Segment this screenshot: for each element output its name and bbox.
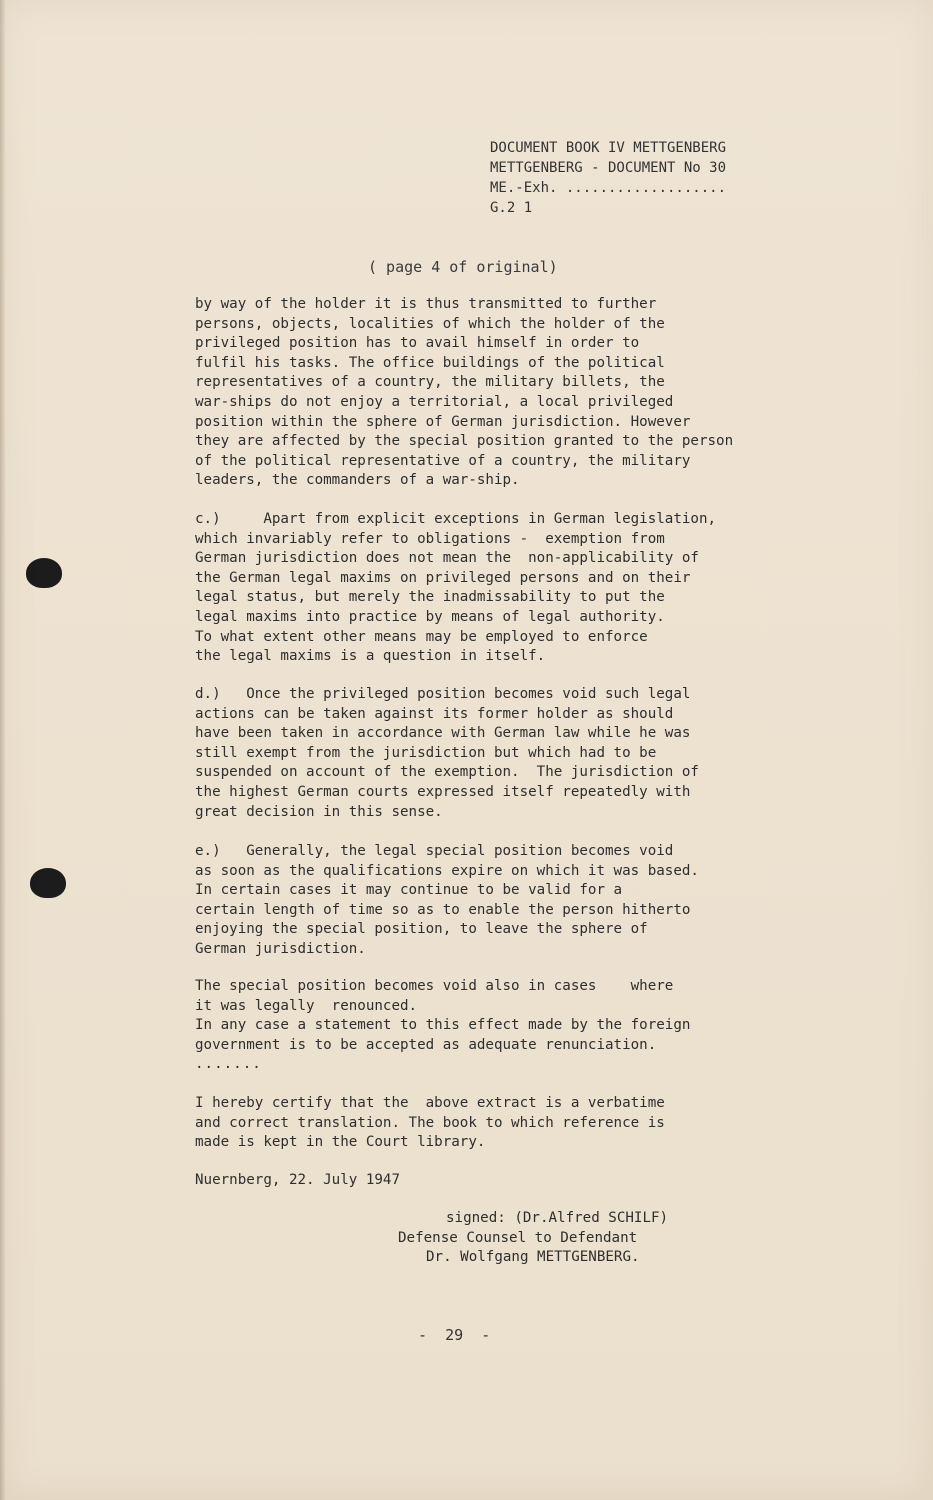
paragraph-text: I hereby certify that the above extract is a verbatime and correct translation. The book to which reference is made is kept in the Court library. xyxy=(195,1095,665,1151)
document-header xyxy=(490,138,726,218)
paragraph-text: d.) Once the privileged position becomes void such legal actions can be taken against its former holder as should have been taken in accordance with German law while he was still exempt from the jurisdiction but which had to be suspended on account of the exemption. The jurisdiction of the highest German courts expressed itself repeatedly with great decision in this sense. xyxy=(195,686,699,820)
paragraph-certification xyxy=(195,1094,815,1153)
page-reference: ( page 4 of original) xyxy=(368,258,558,276)
header-line-3: ME.-Exh. ................... xyxy=(490,180,727,196)
paragraph-intro xyxy=(195,295,815,491)
place-date xyxy=(195,1171,815,1191)
paragraph-text: The special position becomes void also in cases where it was legally renounced. In any case a statement to this effect made by the foreign government is to be accepted as adequate renunciation. xyxy=(195,978,691,1053)
punch-hole-top xyxy=(26,558,62,588)
punch-hole-bottom xyxy=(30,868,66,898)
paragraph-text: by way of the holder it is thus transmitted to further persons, objects, localities of which the holder of the privileged position has to avail himself in order to fulfil his tasks. The office buildings of the political representatives of a country, the military billets, the war-ships do not enjoy a territorial, a local privileged position within the sphere of German jurisdiction. However they are affected by the special position granted to the person of the political representative of a country, the military leaders, the commanders of a war-ship. xyxy=(195,296,734,489)
paragraph-text: e.) Generally, the legal special position becomes void as soon as the qualifications expire on which it was based. In certain cases it may continue to be valid for a certain length of time so as to enable the person hitherto enjoying the special position, to leave the sphere of German jurisdiction. xyxy=(195,843,699,957)
paragraph-d xyxy=(195,685,815,822)
header-line-1: DOCUMENT BOOK IV METTGENBERG xyxy=(490,140,727,156)
signature-line-3: Dr. Wolfgang METTGENBERG. xyxy=(426,1249,640,1266)
signature-block xyxy=(398,1209,668,1268)
header-line-2: METTGENBERG - DOCUMENT No 30 xyxy=(490,160,727,176)
ellipsis-dots: ....... xyxy=(195,1056,262,1073)
paragraph-text: Nuernberg, 22. July 1947 xyxy=(195,1172,400,1188)
paragraph-c xyxy=(195,510,815,667)
page-edge-shadow xyxy=(0,0,6,1500)
signature-line-2: Defense Counsel to Defendant xyxy=(398,1229,638,1246)
paragraph-e xyxy=(195,842,815,960)
paragraph-renunciation xyxy=(195,977,815,1075)
header-line-4: G.2 1 xyxy=(490,200,533,216)
page-number: - 29 - xyxy=(418,1326,491,1344)
paragraph-text: c.) Apart from explicit exceptions in German legislation, which invariably refer to obligations - exemption from German jurisdiction does not mean the non-applicability of the German legal maxims on privileged persons and on their legal status, but merely the inadmissability to put the legal maxims into practice by means of legal authority. To what extent other means may be employed to enforce the legal maxims is a question in itself. xyxy=(195,511,717,665)
signature-line-1: signed: (Dr.Alfred SCHILF) xyxy=(446,1210,669,1226)
